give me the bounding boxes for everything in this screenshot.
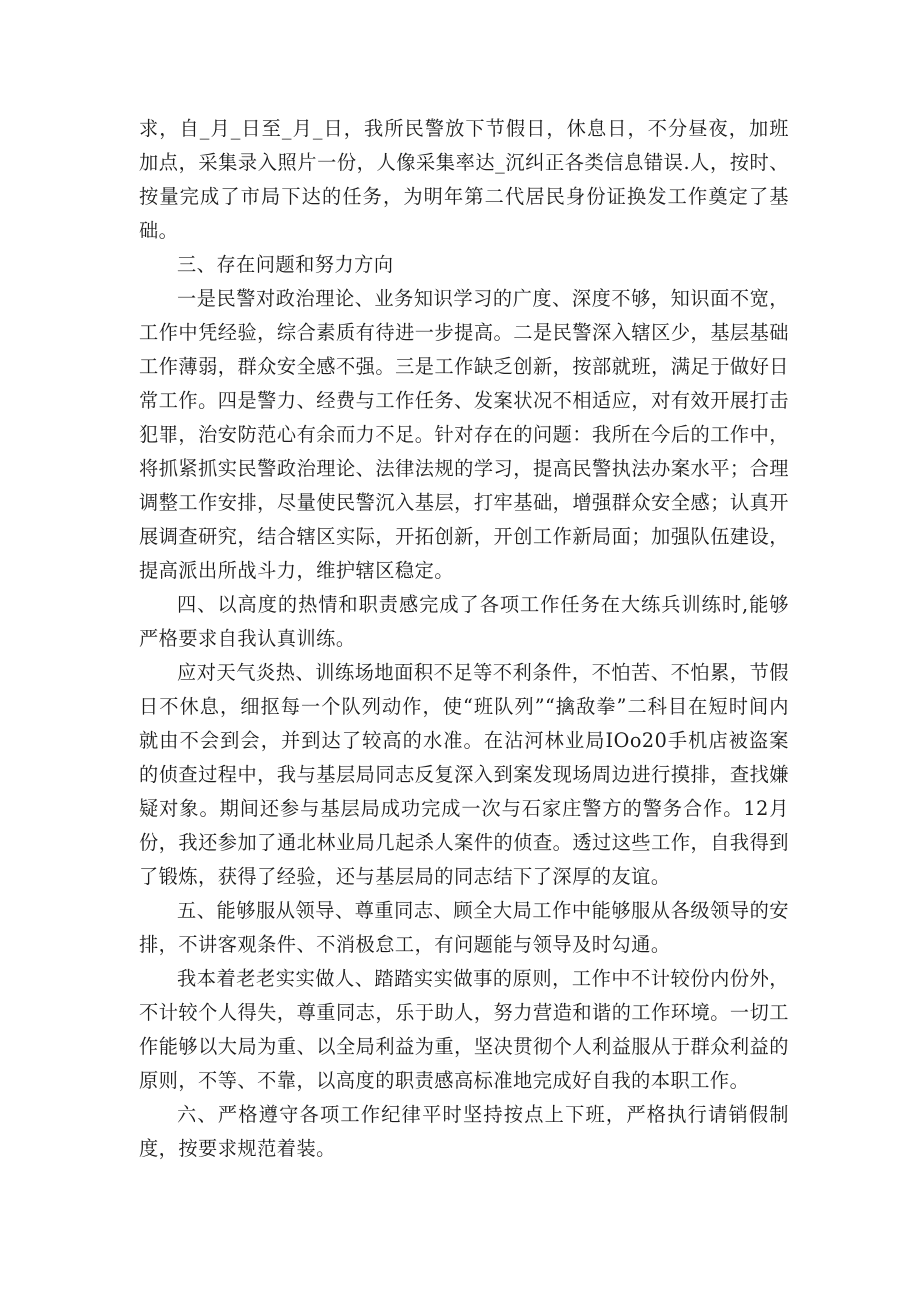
section-heading-5: 五、能够服从领导、尊重同志、顾全大局工作中能够服从各级领导的安排，不讲客观条件、不消极怠工，有问题能与领导及时勾通。 xyxy=(139,899,789,956)
section-heading-3: 三、存在问题和努力方向 xyxy=(177,253,394,276)
paragraph-training: 应对天气炎热、训练场地面积不足等不利条件，不怕苦、不怕累，节假日不休息，细抠每一个队列动作，使“班队列”“擒敌拳”二科目在短时间内就由不会到会，并到达了较高的水准。在沾河林业局IOo20手机店被盗案的侦查过程中，我与基层局同志反复深入到案发现场周边进行摸排，查找嫌疑对象。期间还参与基层局成功完成一次与石家庄警方的警务合作。12月份，我还参加了通北林业局几起杀人案件的侦查。透过这些工作，自我得到了锻炼，获得了经验，还与基层局的同志结下了深厚的友谊。 xyxy=(139,661,789,888)
section-heading-4: 四、以高度的热情和职责感完成了各项工作任务在大练兵训练时,能够严格要求自我认真训练。 xyxy=(139,593,789,650)
section-heading-6: 六、严格遵守各项工作纪律平时坚持按点上下班，严格执行请销假制度，按要求规范着装。 xyxy=(139,1103,789,1160)
paragraph-problems: 一是民警对政治理论、业务知识学习的广度、深度不够，知识面不宽，工作中凭经验，综合素质有待进一步提高。二是民警深入辖区少，基层基础工作薄弱，群众安全感不强。三是工作缺乏创新，按部就班，满足于做好日常工作。四是警力、经费与工作任务、发案状况不相适应，对有效开展打击犯罪，治安防范心有余而力不足。针对存在的问题：我所在今后的工作中，将抓紧抓实民警政治理论、法律法规的学习，提高民警执法办案水平；合理调整工作安排，尽量使民警沉入基层，打牢基础，增强群众安全感；认真开展调查研究，结合辖区实际，开拓创新，开创工作新局面；加强队伍建设，提高派出所战斗力，维护辖区稳定。 xyxy=(139,287,789,582)
paragraph-continuation: 求，自_月_日至_月_日，我所民警放下节假日，休息日，不分昼夜，加班加点，采集录入照片一份，人像采集率达_沉纠正各类信息错误.人，按时、按量完成了市局下达的任务，为明年第二代居民身份证换发工作奠定了基础。 xyxy=(139,117,789,242)
paragraph-principles: 我本着老老实实做人、踏踏实实做事的原则，工作中不计较份内份外，不计较个人得失，尊重同志，乐于助人，努力营造和谐的工作环境。一切工作能够以大局为重、以全局利益为重，坚决贯彻个人利益服从于群众利益的原则，不等、不靠，以高度的职责感高标准地完成好自我的本职工作。 xyxy=(139,967,789,1092)
document-page xyxy=(139,112,789,1166)
